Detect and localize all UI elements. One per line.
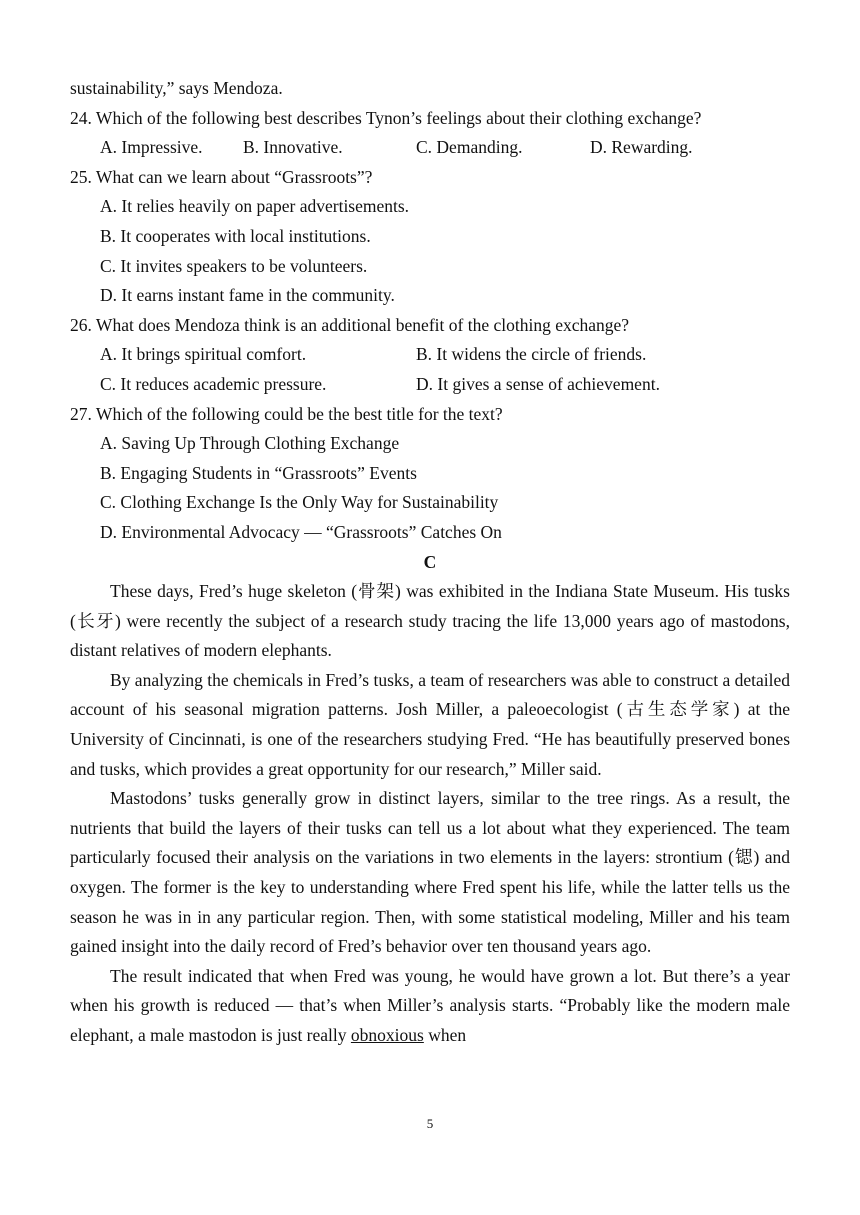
- page-number: 5: [426, 1116, 434, 1131]
- options-24: [70, 133, 790, 163]
- question-26: 26. What does Mendoza think is an additional benefit of the clothing exchange?: [70, 314, 630, 335]
- option-25-d: D. It earns instant fame in the community.: [100, 285, 395, 306]
- question-25: 25. What can we learn about “Grassroots”?: [70, 166, 373, 187]
- section-heading: C: [423, 551, 437, 572]
- underlined-word: obnoxious: [350, 1025, 424, 1045]
- paragraph-4-text: The result indicated that when Fred was young, he would have grown a lot. But there’s a year when his growth is reduced — that’s when Miller’s analysis starts. “Probably like the modern male elephant, a male mastodon is just really: [70, 965, 790, 1045]
- option-26-b: B. It widens the circle of friends.: [416, 344, 647, 365]
- option-26-d: D. It gives a sense of achievement.: [416, 373, 660, 394]
- exam-page: [70, 74, 790, 1051]
- paragraph-1: These days, Fred’s huge skeleton (骨架) was exhibited in the Indiana State Museum. His tusks (长牙) were recently the subject of a research study tracing the life 13,000 years ago of mastodons, distant relatives of modern elephants.: [70, 581, 790, 661]
- intro-line: sustainability,” says Mendoza.: [70, 78, 283, 98]
- option-27-a: A. Saving Up Through Clothing Exchange: [100, 433, 400, 454]
- option-25-b: B. It cooperates with local institutions.: [100, 225, 371, 246]
- paragraph-4-end: when: [423, 1025, 467, 1045]
- question-24: 24. Which of the following best describes Tynon’s feelings about their clothing exchange?: [70, 107, 702, 128]
- option-25-a: A. It relies heavily on paper advertisements.: [100, 196, 410, 217]
- options-26-cd: [70, 370, 790, 400]
- option-24-d: D. Rewarding.: [590, 137, 693, 158]
- paragraph-3: Mastodons’ tusks generally grow in distinct layers, similar to the tree rings. As a result, the nutrients that build the layers of their tusks can tell us a lot about what they experienced. The team particularly focused their analysis on the variations in two elements in the layers: strontium (锶) and oxygen. The former is the key to understanding where Fred spent his life, while the latter tells us the season he was in in any particular region. Then, with some statistical modeling, Miller and his team gained insight into the daily record of Fred’s behavior over ten thousand years ago.: [70, 788, 790, 957]
- paragraph-4: [70, 962, 790, 1051]
- option-27-b: B. Engaging Students in “Grassroots” Events: [100, 462, 417, 483]
- option-27-d: D. Environmental Advocacy — “Grassroots” Catches On: [100, 521, 502, 542]
- options-26-ab: [70, 340, 790, 370]
- paragraph-2: By analyzing the chemicals in Fred’s tusks, a team of researchers was able to construct a detailed account of his seasonal migration patterns. Josh Miller, a paleoecologist (古生态学家) at the University of Cincinnati, is one of the researchers studying Fred. “He has beautifully preserved bones and tusks, which provides a great opportunity for our research,” Miller said.: [70, 669, 790, 779]
- option-24-c: C. Demanding.: [416, 137, 523, 158]
- option-26-c: C. It reduces academic pressure.: [100, 373, 327, 394]
- option-25-c: C. It invites speakers to be volunteers.: [100, 255, 368, 276]
- question-27: 27. Which of the following could be the best title for the text?: [70, 403, 503, 424]
- option-26-a: A. It brings spiritual comfort.: [100, 344, 307, 365]
- option-24-a: A. Impressive.: [100, 137, 203, 158]
- option-27-c: C. Clothing Exchange Is the Only Way for Sustainability: [100, 492, 499, 513]
- option-24-b: B. Innovative.: [243, 137, 343, 158]
